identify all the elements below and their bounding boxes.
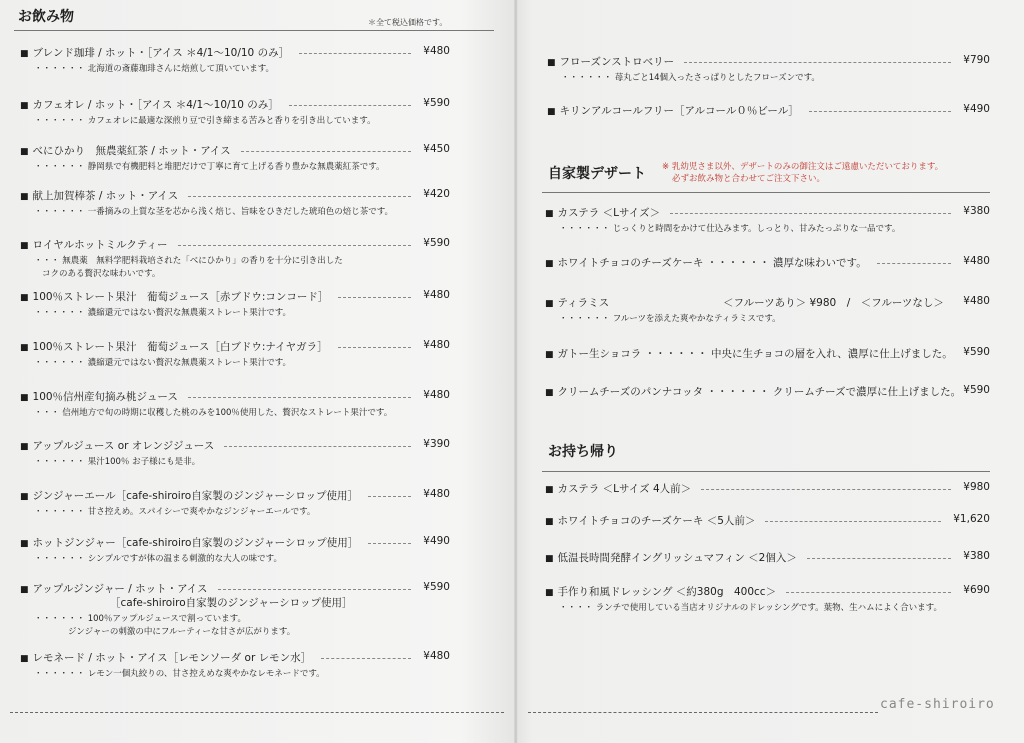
- bullet-square-icon: ■: [545, 350, 554, 360]
- item-description: ・・・・・・ 濃縮還元ではない贅沢な無農薬ストレート果汁です。: [34, 358, 292, 368]
- item-description: ・・・・・・ 静岡県で有機肥料と堆肥だけで丁寧に育て上げる香り豊かな無農薬紅茶です。: [34, 162, 385, 172]
- tax-note: ＊全て税込価格です。: [368, 18, 448, 27]
- leader-line: [368, 543, 411, 544]
- item-name: [20, 438, 214, 453]
- item-description: ・・・・・・ シンプルですが体の温まる刺激的な大人の味です。: [34, 554, 282, 564]
- item-price: ¥450: [423, 143, 450, 155]
- item-price: ¥380: [963, 550, 990, 562]
- bullet-square-icon: ■: [20, 492, 29, 502]
- brand-logo: cafe-shiroiro: [880, 697, 995, 712]
- leader-line: [241, 151, 411, 152]
- takeout-title: お持ち帰り: [548, 444, 618, 460]
- bullet-square-icon: ■: [545, 554, 554, 564]
- leader-line: [218, 589, 411, 590]
- bullet-square-icon: ■: [545, 299, 554, 309]
- item-name-line2: ［cafe-shiroiro自家製のジンジャーシロップ使用］: [110, 597, 353, 609]
- bullet-square-icon: ■: [20, 293, 29, 303]
- item-name-text: アップルジュース or オレンジジュース: [32, 440, 215, 452]
- bullet-square-icon: ■: [545, 388, 554, 398]
- item-price: ¥980: [963, 481, 990, 493]
- item-name: [545, 295, 609, 310]
- item-name-text: 低温長時間発酵イングリッシュマフィン ＜2個入＞: [557, 552, 797, 564]
- item-price: ¥480: [423, 488, 450, 500]
- item-description: ・・・・・・ 甘さ控えめ。スパイシーで爽やかなジンジャーエールです。: [34, 507, 316, 517]
- bullet-square-icon: ■: [20, 442, 29, 452]
- bullet-square-icon: ■: [20, 192, 29, 202]
- item-description: ・・・・・・ じっくりと時間をかけて仕込みます。しっとり、甘みたっぷりな一品です。: [559, 224, 901, 234]
- item-name-text: クリームチーズのパンナコッタ ・・・・・・ クリームチーズで濃厚に仕上げました。: [557, 386, 962, 398]
- item-price: ¥590: [963, 346, 990, 358]
- item-name-text: ホワイトチョコのチーズケーキ ・・・・・・ 濃厚な味わいです。: [557, 257, 867, 269]
- dessert-note-line1: ※ 乳幼児さま以外、デザートのみの御注文はご遠慮いただいております。: [662, 162, 944, 172]
- item-price: ¥480: [423, 289, 450, 301]
- item-name: [545, 584, 776, 599]
- item-price: ¥480: [423, 650, 450, 662]
- item-price: ¥1,620: [953, 513, 990, 525]
- bullet-square-icon: ■: [20, 101, 29, 111]
- item-name: [545, 255, 867, 270]
- item-description: ・・・ 無農薬 無料学肥料栽培された「べにひかり」の香りを十分に引き出した: [34, 256, 343, 266]
- item-name-text: 手作り和風ドレッシング ＜約380g 400cc＞: [557, 586, 777, 598]
- item-description: ・・・・ ランチで使用している当店オリジナルのドレッシングです。葉物、生ハムによく合います。: [559, 603, 942, 613]
- item-name: [20, 97, 279, 112]
- item-description: ・・・ 信州地方で旬の時期に収穫した桃のみを100％使用した、贅沢なストレート果汁です。: [34, 408, 393, 418]
- item-price: ¥480: [423, 389, 450, 401]
- item-name: [545, 550, 797, 565]
- item-name: [20, 581, 208, 596]
- item-price: ¥590: [423, 237, 450, 249]
- item-name-text: 献上加賀棒茶 / ホット・アイス: [32, 190, 179, 202]
- item-name-text: カステラ ＜Lサイズ 4人前＞: [557, 483, 692, 495]
- bullet-square-icon: ■: [20, 539, 29, 549]
- left-bottom-rule: [10, 712, 504, 713]
- item-name: [20, 45, 289, 60]
- item-price: ¥480: [423, 45, 450, 57]
- item-name: [20, 488, 358, 503]
- item-price: ¥390: [423, 438, 450, 450]
- item-name: [20, 535, 358, 550]
- item-name-text: ホワイトチョコのチーズケーキ ＜5人前＞: [557, 515, 756, 527]
- item-description: ・・・・・・ 一番摘みの上質な茎を芯から浅く焙じ、旨味をひきだした琥珀色の焙じ茶です。: [34, 207, 394, 217]
- leader-line: [338, 347, 411, 348]
- leader-line: [701, 489, 951, 490]
- page-fold: [514, 0, 518, 743]
- item-description: ・・・・・・ カフェオレに最適な深煎り豆で引き締まる苦みと香りを引き出しています。: [34, 116, 376, 126]
- bullet-square-icon: ■: [20, 654, 29, 664]
- item-name-text: 100％ストレート果汁 葡萄ジュース［赤ブドウ:コンコード］: [32, 291, 329, 303]
- leader-line: [670, 213, 951, 214]
- item-name-text: カステラ ＜Lサイズ＞: [557, 207, 661, 219]
- bullet-square-icon: ■: [547, 107, 556, 117]
- item-description: ・・・・・・ 果汁100％ お子様にも是非。: [34, 457, 201, 467]
- item-name: [20, 143, 231, 158]
- item-name: [545, 346, 953, 361]
- bullet-square-icon: ■: [20, 147, 29, 157]
- leader-line: [807, 558, 951, 559]
- item-description-line2: コクのある贅沢な味わいです。: [42, 269, 161, 279]
- item-price: ¥490: [423, 535, 450, 547]
- leader-line: [877, 263, 951, 264]
- item-name-text: ブレンド珈琲 / ホット・［アイス ＊4/1～10/10 のみ］: [32, 47, 290, 59]
- dessert-title-rule: [542, 192, 990, 193]
- item-name: [20, 188, 178, 203]
- bullet-square-icon: ■: [20, 241, 29, 251]
- item-name: [20, 389, 178, 404]
- item-description-line2: ジンジャーの刺激の中にフルーティーな甘さが広がります。: [68, 627, 296, 637]
- item-price: ¥690: [963, 584, 990, 596]
- item-name-text: べにひかり 無農薬紅茶 / ホット・アイス: [32, 145, 231, 157]
- item-name-text: 100％信州産旬摘み桃ジュース: [32, 391, 178, 403]
- leader-line: [809, 111, 951, 112]
- bullet-square-icon: ■: [545, 485, 554, 495]
- item-price: ¥590: [423, 97, 450, 109]
- item-name: [547, 54, 674, 69]
- leader-line: [338, 297, 411, 298]
- dessert-note: [662, 161, 943, 185]
- item-name-text: ティラミス: [557, 297, 610, 309]
- bullet-square-icon: ■: [20, 49, 29, 59]
- item-name-text: キリンアルコールフリー［アルコール０％ビール］: [559, 105, 799, 117]
- item-price: ¥380: [963, 205, 990, 217]
- item-name: [545, 384, 961, 399]
- item-variant-prices: ＜フルーツあり＞ ¥980 / ＜フルーツなし＞: [723, 297, 944, 309]
- item-description: ・・・・・・ 100％アップルジュースで割っています。: [34, 614, 247, 624]
- bullet-square-icon: ■: [20, 585, 29, 595]
- leader-line: [368, 496, 411, 497]
- bullet-square-icon: ■: [20, 343, 29, 353]
- item-name-text: フローズンストロベリー: [559, 56, 675, 68]
- bullet-square-icon: ■: [545, 259, 554, 269]
- leader-line: [289, 105, 411, 106]
- dessert-title: 自家製デザート: [548, 166, 646, 182]
- item-price: ¥420: [423, 188, 450, 200]
- item-name-text: ジンジャーエール［cafe-shiroiro自家製のジンジャーシロップ使用］: [32, 490, 359, 502]
- item-price: ¥590: [423, 581, 450, 593]
- item-description: ・・・・・・ 濃縮還元ではない贅沢な無農薬ストレート果汁です。: [34, 308, 292, 318]
- takeout-title-rule: [542, 471, 990, 472]
- item-description: ・・・・・・ 苺丸ごと14個入ったさっぱりとしたフローズンです。: [561, 73, 820, 83]
- leader-line: [786, 592, 951, 593]
- leader-line: [178, 245, 411, 246]
- item-name-text: ガトー生ショコラ ・・・・・・ 中央に生チョコの層を入れ、濃厚に仕上げました。: [557, 348, 953, 360]
- item-description: ・・・・・・ 北海道の斎藤珈琲さんに焙煎して頂いています。: [34, 64, 275, 74]
- leader-line: [321, 658, 411, 659]
- item-price: ¥480: [963, 295, 990, 307]
- item-name: [20, 289, 328, 304]
- item-name: [545, 513, 755, 528]
- right-bottom-rule: [528, 712, 878, 713]
- item-name: [20, 339, 328, 354]
- item-name-text: ロイヤルホットミルクティー: [32, 239, 168, 251]
- item-description: ・・・・・・ フルーツを添えた爽やかなティラミスです。: [559, 314, 781, 324]
- item-name-text: レモネード / ホット・アイス［レモンソーダ or レモン水］: [32, 652, 312, 664]
- item-name: [545, 481, 691, 496]
- bullet-square-icon: ■: [545, 588, 554, 598]
- bullet-square-icon: ■: [545, 209, 554, 219]
- item-name: [20, 237, 168, 252]
- item-price: ¥790: [963, 54, 990, 66]
- item-name-text: 100％ストレート果汁 葡萄ジュース［白ブドウ:ナイヤガラ］: [32, 341, 328, 353]
- bullet-square-icon: ■: [20, 393, 29, 403]
- leader-line: [188, 196, 411, 197]
- drinks-title-rule: [14, 30, 494, 31]
- item-name-text: カフェオレ / ホット・［アイス ＊4/1～10/10 のみ］: [32, 99, 279, 111]
- bullet-square-icon: ■: [545, 517, 554, 527]
- item-name-text: ホットジンジャー［cafe-shiroiro自家製のジンジャーシロップ使用］: [32, 537, 359, 549]
- dessert-note-line2: 必ずお飲み物と合わせてご注文下さい。: [672, 174, 826, 184]
- item-description: ・・・・・・ レモン一個丸絞りの、甘さ控えめな爽やかなレモネードです。: [34, 669, 325, 679]
- item-price: ¥480: [963, 255, 990, 267]
- leader-line: [188, 397, 411, 398]
- leader-line: [765, 521, 941, 522]
- item-name: [545, 205, 660, 220]
- drinks-title: お飲み物: [18, 9, 74, 25]
- item-price: ¥590: [963, 384, 990, 396]
- item-price: ¥480: [423, 339, 450, 351]
- leader-line: [224, 446, 411, 447]
- item-name-text: アップルジンジャー / ホット・アイス: [32, 583, 208, 595]
- item-price: ¥490: [963, 103, 990, 115]
- leader-line: [299, 53, 411, 54]
- item-name: [20, 650, 311, 665]
- bullet-square-icon: ■: [547, 58, 556, 68]
- item-name: [547, 103, 799, 118]
- leader-line: [684, 62, 951, 63]
